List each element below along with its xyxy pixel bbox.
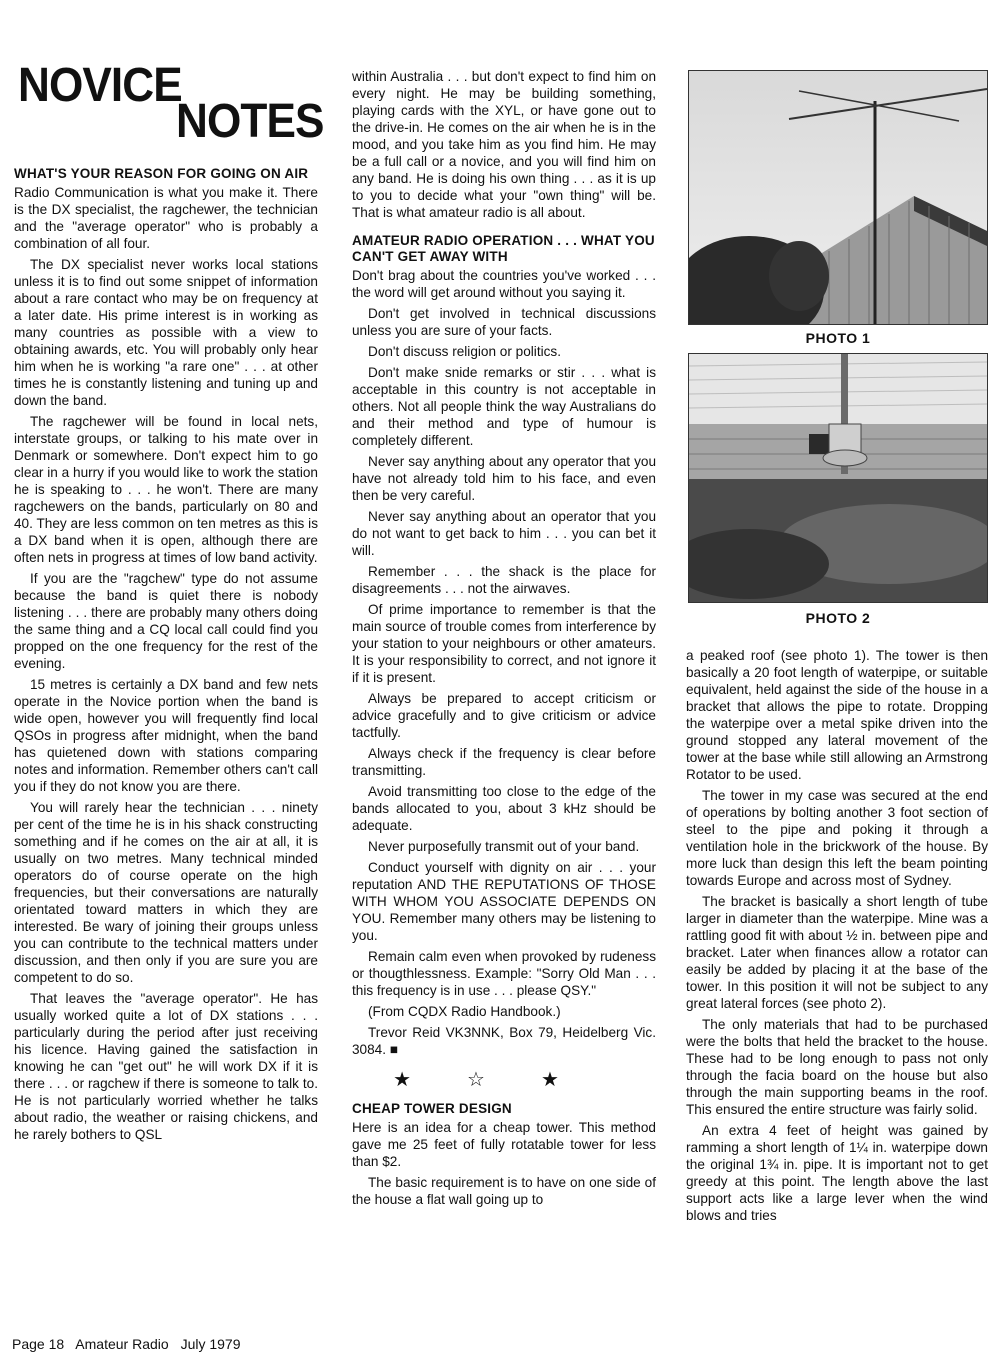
paragraph: Remain calm even when provoked by rudeness or thougthlessness. Example: "Sorry Old Man . . . this frequency is in use . . . please QSY." [352,949,656,998]
paragraph: If you are the "ragchew" type do not assume because the band is quiet there is nobody listening . . . there are probably many others doing the same thing and a CQ local call could find you propped on the one frequency for the rest of the evening. [14,571,318,671]
column-2 [352,68,656,1212]
title-novice: NOVICE [18,59,182,112]
paragraph: Conduct yourself with dignity on air . . . your reputation AND THE REPUTATIONS OF THOSE WITH WHOM YOU ASSOCIATE DEPENDS ON YOU. Remember many others may be listening to you. [352,860,656,943]
paragraph: You will rarely hear the technician . . . ninety per cent of the time he is in his shack constructing something and if he comes on the air at all, it is usually on two metres. Many technical minded operators do of course operate on the high frequencies, but their conversations are naturally orientated toward matters in which they are interested. Be wary of joining their groups unless you can contribute to the technical matters under discussion, and then only if you are sure you are competent to do so. [14,800,318,985]
paragraph: a peaked roof (see photo 1). The tower is then basically a 20 foot length of waterpipe, or suitable equivalent, held against the side of the house in a bracket that allows the pipe to rotate. Dropping the waterpipe over a metal spike driven into the ground stopped any lateral movement of the tower at the base while still allowing an Armstrong Rotator to be used. [686,648,988,782]
title-notes: NOTES [176,95,324,148]
paragraph: Don't get involved in technical discussions unless you are sure of your facts. [352,306,656,338]
photo-1-caption: PHOTO 1 [805,330,871,346]
paragraph: The bracket is basically a short length of tube larger in diameter than the waterpipe. Mine was a rattling good fit with about ½ in. between pipe and bracket. Later when finances allow a rotator can easily be added by placing it at the base of the tower. In this position it will not be subject to any great lateral forces (see photo 2). [686,894,988,1011]
heading-tower: CHEAP TOWER DESIGN [352,1101,512,1116]
paragraph: The DX specialist never works local stations unless it is to find out some snippet of information about a rare contact who may be on frequency at a later date. His prime interest is in working as many countries as possible with a view to obtaining awards, etc. You will probably only hear him when he is working "a rare one" . . . at other times he is constantly listening and tuning up and down the band. [14,257,318,408]
paragraph: Don't brag about the countries you've worked . . . the word will get around without you saying it. [352,268,656,300]
paragraph: Don't make snide remarks or stir . . . what is acceptable in this country is not acceptable in others. Not all people think the way Australians do and their method and type of humour is completely different. [352,365,656,448]
page-number: Page 18 [12,1336,65,1352]
heading-operation: AMATEUR RADIO OPERATION . . . WHAT YOU CAN'T GET AWAY WITH [352,233,655,264]
paragraph: Here is an idea for a cheap tower. This method gave me 25 feet of fully rotatable tower for less than $2. [352,1120,656,1169]
paragraph: Avoid transmitting too close to the edge of the bands allocated to you, about 3 kHz should be adequate. [352,784,656,833]
paragraph: The only materials that had to be purchased were the bolts that held the bracket to the house. These had to be long enough to pass not only through the facia board on the house but also through the main supporting beams in the roof. This ensured the entire structure was fairly solid. [686,1017,988,1117]
paragraph: Radio Communication is what you make it. There is the DX specialist, the ragchewer, the technician and the "average operator" who is probably a combination of all four. [14,185,318,251]
paragraph: Always check if the frequency is clear before transmitting. [352,746,656,778]
paragraph: Never say anything about an operator that you do not want to get back to him . . . you can bet it will. [352,509,656,558]
paragraph: The basic requirement is to have on one side of the house a flat wall going up to [352,1175,656,1207]
paragraph: (From CQDX Radio Handbook.) [368,1004,561,1019]
column-1 [14,166,318,1147]
photo-1-image [688,70,988,325]
paragraph: Always be prepared to accept criticism or advice gracefully and to give criticism or advice tactfully. [352,691,656,740]
paragraph: Of prime importance to remember is that the main source of trouble comes from interference by your station to your neighbours or other amateurs. It is your responsibility to correct, and not ignore it if it is present. [352,602,656,685]
paragraph: The ragchewer will be found in local nets, interstate groups, or talking to his mate over in Denmark or somewhere. Don't expect him to go clear in a hurry if you would like to work the station he is speaking to . . . he won't. There are many ragchewers on the bands, particularly on 80 and 40. They are less common on ten metres as this is a DX band when it is open, although there are often nets in progress at times of low band activity. [14,414,318,565]
paragraph: Remember . . . the shack is the place for disagreements . . . not the airwaves. [352,564,656,596]
photo-2-caption: PHOTO 2 [805,610,871,626]
paragraph: Don't discuss religion or politics. [368,344,561,359]
paragraph: within Australia . . . but don't expect to find him on every night. He may be building something, playing cards with the XYL, or have gone out to the drive-in. He comes on the air when he is in the mood, and you take him as you find him. He may be a full call or a novice, and you will find him on any band. He is doing his own thing . . . as it is up to you to decide what your "own thing" will be. That is what amateur radio is all about. [352,69,656,220]
paragraph: Never purposefully transmit out of your band. [368,839,640,854]
magazine-name: Amateur Radio [75,1336,169,1352]
star-divider: ★☆★ [393,1069,615,1091]
page-footer [12,1336,249,1352]
paragraph: The tower in my case was secured at the end of operations by bolting another 3 foot section of steel to the pipe and poking it through a ventilation hole in the brickwork of the house. By more luck than design this left the beam pointing towards Europe and across most of Sydney. [686,788,988,888]
paragraph: That leaves the "average operator". He has usually worked quite a lot of DX stations . . . particularly during the period after just receiving his licence. Having gained the satisfaction in knowing he can "get out" he will work DX if it is there . . . or ragchew if there is someone to talk to. He is not particularly worried whether he talks about radio, the weather or raising chickens, and he rarely bothers to QSL [14,991,318,1142]
heading-reason: WHAT'S YOUR REASON FOR GOING ON AIR [14,166,309,181]
column-3 [686,647,988,1228]
photo-2-image [688,353,988,603]
paragraph: Never say anything about any operator that you have not already told him to his face, and even then be very careful. [352,454,656,503]
paragraph: 15 metres is certainly a DX band and few nets operate in the Novice portion when the band is wide open, however you will frequently find local QSOs in progress after midnight, when the band has quietened down with stations comparing notes and information. Remember others can't call you if they do not know you are there. [14,677,318,794]
issue-date: July 1979 [180,1336,241,1352]
paragraph: An extra 4 feet of height was gained by ramming a short length of 1¼ in. waterpipe down the original 1¾ in. pipe. It is important not to get greedy at this point. The length above the last support acts like a large lever when the wind blows and tries [686,1123,988,1223]
author-credit: Trevor Reid VK3NNK, Box 79, Heidelberg Vic. 3084. ■ [352,1025,656,1057]
